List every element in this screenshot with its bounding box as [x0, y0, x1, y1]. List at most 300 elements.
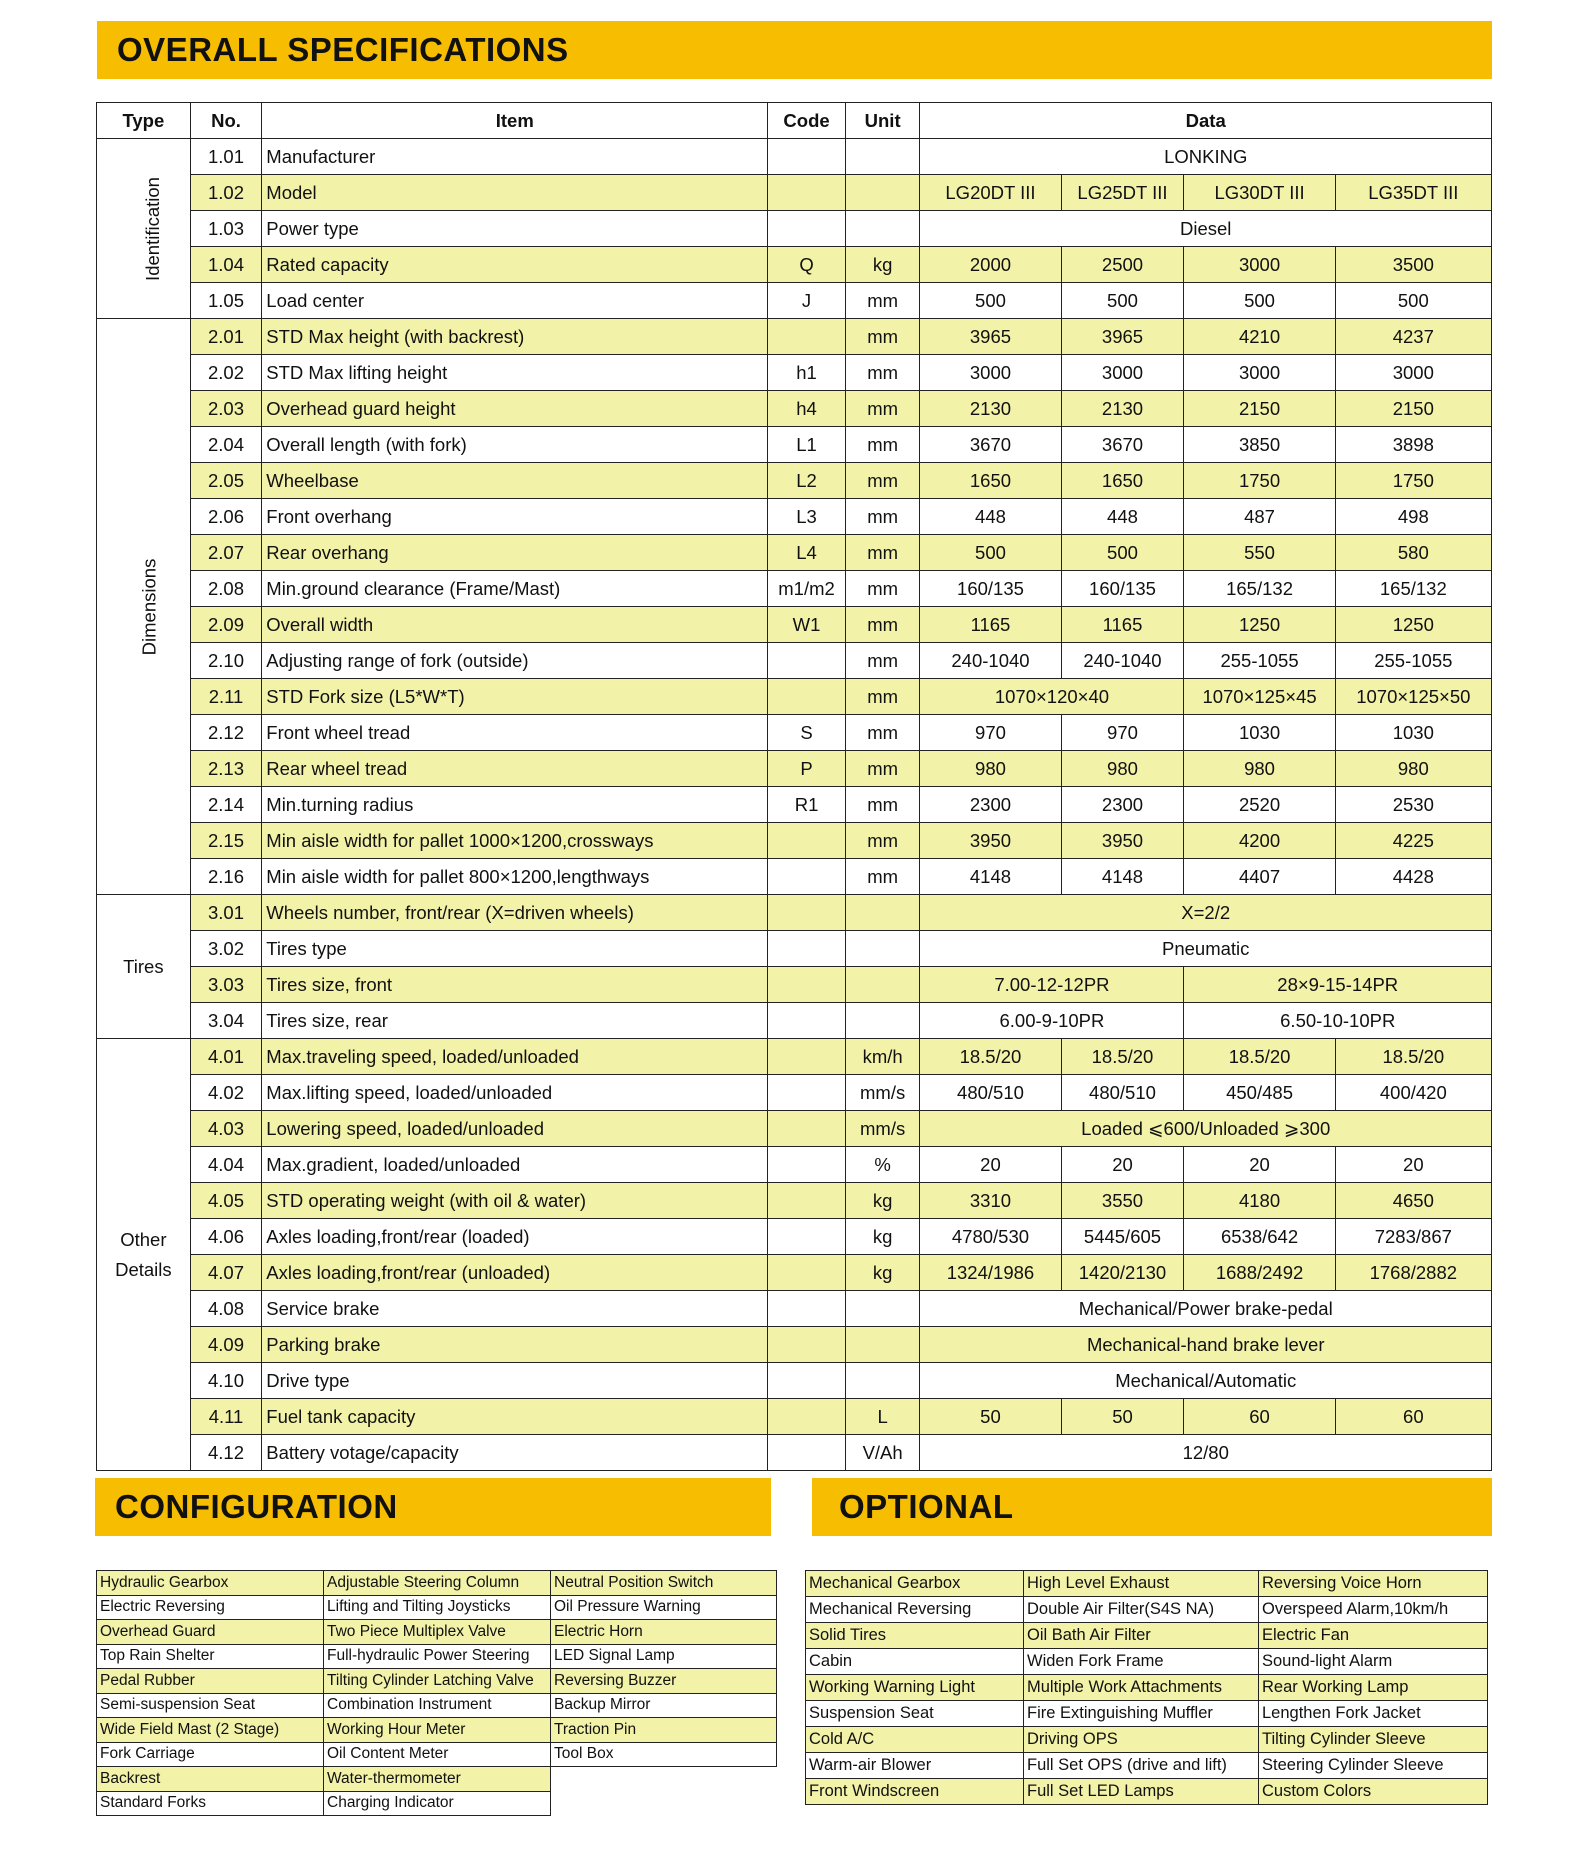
- spec-row: [97, 751, 1492, 787]
- spec-row: [97, 571, 1492, 607]
- row-value: 1768/2882: [1335, 1255, 1491, 1291]
- row-code: h1: [768, 355, 846, 391]
- row-value: 1650: [920, 463, 1061, 499]
- row-value: 18.5/20: [1061, 1039, 1184, 1075]
- optional-item: Electric Fan: [1259, 1623, 1488, 1649]
- row-unit: kg: [845, 247, 920, 283]
- optional-item: Overspeed Alarm,10km/h: [1259, 1597, 1488, 1623]
- row-value-all: Mechanical/Power brake-pedal: [920, 1291, 1492, 1327]
- configuration-item: Wide Field Mast (2 Stage): [97, 1718, 324, 1743]
- optional-item: Custom Colors: [1259, 1779, 1488, 1805]
- row-value: 3965: [920, 319, 1061, 355]
- type-cell-dimensions: [97, 319, 191, 895]
- row-no: 2.14: [190, 787, 262, 823]
- configuration-table: [96, 1570, 777, 1816]
- optional-item: Full Set OPS (drive and lift): [1024, 1753, 1259, 1779]
- row-value: 2130: [920, 391, 1061, 427]
- spec-row: [97, 679, 1492, 715]
- row-code: S: [768, 715, 846, 751]
- row-code: m1/m2: [768, 571, 846, 607]
- row-item: Axles loading,front/rear (unloaded): [262, 1255, 768, 1291]
- spec-row: [97, 1075, 1492, 1111]
- row-item: Min.turning radius: [262, 787, 768, 823]
- row-value: 2150: [1184, 391, 1335, 427]
- row-code: [768, 1363, 846, 1399]
- row-unit: km/h: [845, 1039, 920, 1075]
- configuration-item: Lifting and Tilting Joysticks: [324, 1595, 551, 1620]
- row-value-all: LONKING: [920, 139, 1492, 175]
- row-value: LG25DT III: [1061, 175, 1184, 211]
- row-no: 2.13: [190, 751, 262, 787]
- row-code: [768, 823, 846, 859]
- row-unit: mm/s: [845, 1075, 920, 1111]
- optional-item: Widen Fork Frame: [1024, 1649, 1259, 1675]
- row-item: Adjusting range of fork (outside): [262, 643, 768, 679]
- spec-row: [97, 1219, 1492, 1255]
- row-item: Min aisle width for pallet 800×1200,lengthways: [262, 859, 768, 895]
- row-value: 480/510: [920, 1075, 1061, 1111]
- row-value: 400/420: [1335, 1075, 1491, 1111]
- row-no: 2.08: [190, 571, 262, 607]
- optional-item: Cold A/C: [806, 1727, 1024, 1753]
- row-code: [768, 1003, 846, 1039]
- row-value: 1650: [1061, 463, 1184, 499]
- row-value: 4200: [1184, 823, 1335, 859]
- row-item: Rated capacity: [262, 247, 768, 283]
- row-value: 60: [1335, 1399, 1491, 1435]
- configuration-item: Hydraulic Gearbox: [97, 1571, 324, 1596]
- row-item: Drive type: [262, 1363, 768, 1399]
- optional-row: [806, 1623, 1488, 1649]
- row-value-half: 6.50-10-10PR: [1184, 1003, 1492, 1039]
- row-value: 580: [1335, 535, 1491, 571]
- row-code: [768, 211, 846, 247]
- row-unit: [845, 211, 920, 247]
- row-value: 1070×125×50: [1335, 679, 1491, 715]
- row-unit: [845, 931, 920, 967]
- row-unit: mm: [845, 535, 920, 571]
- optional-table: [805, 1570, 1488, 1805]
- optional-item: Lengthen Fork Jacket: [1259, 1701, 1488, 1727]
- row-item: Parking brake: [262, 1327, 768, 1363]
- row-value: 1165: [1061, 607, 1184, 643]
- row-code: [768, 859, 846, 895]
- row-unit: [845, 1327, 920, 1363]
- row-value: 3965: [1061, 319, 1184, 355]
- configuration-item: Working Hour Meter: [324, 1718, 551, 1743]
- row-value: 6538/642: [1184, 1219, 1335, 1255]
- row-no: 1.04: [190, 247, 262, 283]
- optional-item: Warm-air Blower: [806, 1753, 1024, 1779]
- configuration-item: [551, 1791, 777, 1816]
- row-value: 7283/867: [1335, 1219, 1491, 1255]
- row-unit: [845, 1363, 920, 1399]
- row-item: Tires size, rear: [262, 1003, 768, 1039]
- row-unit: kg: [845, 1255, 920, 1291]
- row-item: Lowering speed, loaded/unloaded: [262, 1111, 768, 1147]
- row-code: [768, 319, 846, 355]
- configuration-item: [551, 1767, 777, 1792]
- row-value: 450/485: [1184, 1075, 1335, 1111]
- row-unit: [845, 1003, 920, 1039]
- row-value-half: 7.00-12-12PR: [920, 967, 1184, 1003]
- optional-row: [806, 1753, 1488, 1779]
- row-item: Manufacturer: [262, 139, 768, 175]
- row-item: Tires size, front: [262, 967, 768, 1003]
- spec-row: [97, 895, 1492, 931]
- row-value: 500: [1061, 283, 1184, 319]
- row-value: 2530: [1335, 787, 1491, 823]
- spec-row: [97, 499, 1492, 535]
- row-code: [768, 1399, 846, 1435]
- row-value-all: Mechanical-hand brake lever: [920, 1327, 1492, 1363]
- row-code: L4: [768, 535, 846, 571]
- row-no: 2.05: [190, 463, 262, 499]
- row-value: 500: [920, 535, 1061, 571]
- row-value: 20: [1184, 1147, 1335, 1183]
- type-label-line: Details: [115, 1258, 172, 1280]
- row-value: 4237: [1335, 319, 1491, 355]
- row-item: Front wheel tread: [262, 715, 768, 751]
- configuration-row: [97, 1620, 777, 1645]
- row-value: 1250: [1335, 607, 1491, 643]
- optional-item: Double Air Filter(S4S NA): [1024, 1597, 1259, 1623]
- spec-row: [97, 607, 1492, 643]
- row-no: 4.04: [190, 1147, 262, 1183]
- row-no: 4.07: [190, 1255, 262, 1291]
- configuration-row: [97, 1644, 777, 1669]
- row-unit: mm: [845, 283, 920, 319]
- row-no: 2.06: [190, 499, 262, 535]
- row-no: 4.05: [190, 1183, 262, 1219]
- optional-item: Suspension Seat: [806, 1701, 1024, 1727]
- row-unit: kg: [845, 1183, 920, 1219]
- row-value: 448: [920, 499, 1061, 535]
- row-value: 1165: [920, 607, 1061, 643]
- row-code: [768, 1327, 846, 1363]
- optional-item: Tilting Cylinder Sleeve: [1259, 1727, 1488, 1753]
- row-value: 1070×125×45: [1184, 679, 1335, 715]
- row-value: 3950: [1061, 823, 1184, 859]
- row-no: 2.12: [190, 715, 262, 751]
- header-type: Type: [97, 103, 191, 139]
- row-unit: mm/s: [845, 1111, 920, 1147]
- row-value: 4407: [1184, 859, 1335, 895]
- spec-row: [97, 715, 1492, 751]
- row-value: 2000: [920, 247, 1061, 283]
- row-value: 1030: [1184, 715, 1335, 751]
- row-value: 4780/530: [920, 1219, 1061, 1255]
- configuration-item: Electric Reversing: [97, 1595, 324, 1620]
- row-item: Fuel tank capacity: [262, 1399, 768, 1435]
- configuration-item: LED Signal Lamp: [551, 1644, 777, 1669]
- row-unit: [845, 895, 920, 931]
- configuration-row: [97, 1669, 777, 1694]
- row-no: 4.11: [190, 1399, 262, 1435]
- row-value: 550: [1184, 535, 1335, 571]
- row-value: 980: [1335, 751, 1491, 787]
- row-item: Overhead guard height: [262, 391, 768, 427]
- optional-item: Steering Cylinder Sleeve: [1259, 1753, 1488, 1779]
- row-unit: mm: [845, 751, 920, 787]
- row-no: 1.02: [190, 175, 262, 211]
- row-item: Battery votage/capacity: [262, 1435, 768, 1471]
- spec-row: [97, 175, 1492, 211]
- row-code: [768, 1219, 846, 1255]
- row-code: [768, 139, 846, 175]
- optional-title: OPTIONAL: [839, 1488, 1014, 1525]
- row-no: 2.03: [190, 391, 262, 427]
- row-no: 3.04: [190, 1003, 262, 1039]
- configuration-item: Standard Forks: [97, 1791, 324, 1816]
- row-no: 4.06: [190, 1219, 262, 1255]
- optional-item: Cabin: [806, 1649, 1024, 1675]
- row-unit: mm: [845, 319, 920, 355]
- optional-item: Reversing Voice Horn: [1259, 1571, 1488, 1597]
- header-row: [97, 103, 1492, 139]
- row-code: [768, 1075, 846, 1111]
- spec-row: [97, 283, 1492, 319]
- configuration-item: Overhead Guard: [97, 1620, 324, 1645]
- row-value: 448: [1061, 499, 1184, 535]
- row-no: 2.01: [190, 319, 262, 355]
- configuration-row: [97, 1693, 777, 1718]
- row-item: Overall width: [262, 607, 768, 643]
- row-value: 1688/2492: [1184, 1255, 1335, 1291]
- optional-item: Mechanical Gearbox: [806, 1571, 1024, 1597]
- optional-row: [806, 1597, 1488, 1623]
- row-value: 18.5/20: [920, 1039, 1061, 1075]
- row-unit: mm: [845, 679, 920, 715]
- row-value: 20: [920, 1147, 1061, 1183]
- row-unit: mm: [845, 715, 920, 751]
- row-value-all: Loaded ⩽600/Unloaded ⩾300: [920, 1111, 1492, 1147]
- row-code: Q: [768, 247, 846, 283]
- row-value: LG20DT III: [920, 175, 1061, 211]
- row-value-all: Mechanical/Automatic: [920, 1363, 1492, 1399]
- row-item: Axles loading,front/rear (loaded): [262, 1219, 768, 1255]
- row-value: 500: [1184, 283, 1335, 319]
- row-value-all: Diesel: [920, 211, 1492, 247]
- configuration-item: Full-hydraulic Power Steering: [324, 1644, 551, 1669]
- row-value-pair: 1070×120×40: [920, 679, 1184, 715]
- optional-item: Fire Extinguishing Muffler: [1024, 1701, 1259, 1727]
- row-value: 5445/605: [1061, 1219, 1184, 1255]
- row-value: 1420/2130: [1061, 1255, 1184, 1291]
- row-code: P: [768, 751, 846, 787]
- row-no: 4.02: [190, 1075, 262, 1111]
- header-code: Code: [768, 103, 846, 139]
- optional-item: Oil Bath Air Filter: [1024, 1623, 1259, 1649]
- optional-item: Rear Working Lamp: [1259, 1675, 1488, 1701]
- header-no: No.: [190, 103, 262, 139]
- row-value: 4180: [1184, 1183, 1335, 1219]
- row-value: 50: [920, 1399, 1061, 1435]
- spec-row: [97, 1291, 1492, 1327]
- header-unit: Unit: [845, 103, 920, 139]
- row-value: 3550: [1061, 1183, 1184, 1219]
- configuration-item: Backup Mirror: [551, 1693, 777, 1718]
- row-value: 1324/1986: [920, 1255, 1061, 1291]
- row-item: Wheels number, front/rear (X=driven wheels): [262, 895, 768, 931]
- row-no: 3.01: [190, 895, 262, 931]
- row-value: 20: [1061, 1147, 1184, 1183]
- row-value: 240-1040: [1061, 643, 1184, 679]
- row-value: 50: [1061, 1399, 1184, 1435]
- row-value: 3000: [920, 355, 1061, 391]
- row-unit: [845, 175, 920, 211]
- row-no: 4.09: [190, 1327, 262, 1363]
- row-unit: [845, 139, 920, 175]
- optional-row: [806, 1649, 1488, 1675]
- spec-row: [97, 1111, 1492, 1147]
- row-value: 3500: [1335, 247, 1491, 283]
- spec-row: [97, 139, 1492, 175]
- row-item: Model: [262, 175, 768, 211]
- row-unit: mm: [845, 607, 920, 643]
- specs-banner: [97, 21, 1492, 79]
- row-value-all: X=2/2: [920, 895, 1492, 931]
- row-code: [768, 1183, 846, 1219]
- row-value: 3850: [1184, 427, 1335, 463]
- row-code: L1: [768, 427, 846, 463]
- row-value: 255-1055: [1184, 643, 1335, 679]
- row-no: 4.03: [190, 1111, 262, 1147]
- row-value: 60: [1184, 1399, 1335, 1435]
- row-item: Power type: [262, 211, 768, 247]
- row-no: 1.01: [190, 139, 262, 175]
- row-value: 500: [1335, 283, 1491, 319]
- row-no: 2.11: [190, 679, 262, 715]
- row-value: 18.5/20: [1184, 1039, 1335, 1075]
- row-item: STD Fork size (L5*W*T): [262, 679, 768, 715]
- row-item: STD Max lifting height: [262, 355, 768, 391]
- row-value: LG30DT III: [1184, 175, 1335, 211]
- row-unit: mm: [845, 823, 920, 859]
- row-code: [768, 1291, 846, 1327]
- row-unit: mm: [845, 571, 920, 607]
- spec-row: [97, 1039, 1492, 1075]
- optional-row: [806, 1675, 1488, 1701]
- configuration-item: Backrest: [97, 1767, 324, 1792]
- row-value: 165/132: [1335, 571, 1491, 607]
- row-code: L2: [768, 463, 846, 499]
- configuration-item: Tool Box: [551, 1742, 777, 1767]
- row-code: [768, 1147, 846, 1183]
- row-no: 2.16: [190, 859, 262, 895]
- spec-row: [97, 859, 1492, 895]
- row-value: 498: [1335, 499, 1491, 535]
- row-unit: mm: [845, 355, 920, 391]
- row-item: STD Max height (with backrest): [262, 319, 768, 355]
- spec-row: [97, 319, 1492, 355]
- row-value: 20: [1335, 1147, 1491, 1183]
- row-unit: mm: [845, 463, 920, 499]
- row-value: 3898: [1335, 427, 1491, 463]
- specs-title: OVERALL SPECIFICATIONS: [117, 31, 569, 68]
- row-value: 2300: [920, 787, 1061, 823]
- row-code: [768, 895, 846, 931]
- row-value: 3000: [1061, 355, 1184, 391]
- row-value-all: 12/80: [920, 1435, 1492, 1471]
- row-value: 480/510: [1061, 1075, 1184, 1111]
- row-item: Front overhang: [262, 499, 768, 535]
- spec-row: [97, 1327, 1492, 1363]
- configuration-item: Semi-suspension Seat: [97, 1693, 324, 1718]
- row-value: 1750: [1335, 463, 1491, 499]
- row-no: 4.08: [190, 1291, 262, 1327]
- configuration-item: Neutral Position Switch: [551, 1571, 777, 1596]
- row-value: 4148: [920, 859, 1061, 895]
- configuration-item: Combination Instrument: [324, 1693, 551, 1718]
- row-value: 240-1040: [920, 643, 1061, 679]
- configuration-row: [97, 1595, 777, 1620]
- row-no: 3.03: [190, 967, 262, 1003]
- spec-row: [97, 1147, 1492, 1183]
- row-value: 500: [1061, 535, 1184, 571]
- row-no: 1.03: [190, 211, 262, 247]
- optional-row: [806, 1727, 1488, 1753]
- spec-row: [97, 823, 1492, 859]
- row-code: [768, 175, 846, 211]
- row-item: Overall length (with fork): [262, 427, 768, 463]
- row-value: 4148: [1061, 859, 1184, 895]
- row-no: 2.10: [190, 643, 262, 679]
- spec-row: [97, 1255, 1492, 1291]
- spec-row: [97, 427, 1492, 463]
- optional-item: Mechanical Reversing: [806, 1597, 1024, 1623]
- row-value: 980: [1061, 751, 1184, 787]
- row-code: [768, 679, 846, 715]
- row-value-all: Pneumatic: [920, 931, 1492, 967]
- row-unit: mm: [845, 427, 920, 463]
- row-no: 4.01: [190, 1039, 262, 1075]
- spec-row: [97, 643, 1492, 679]
- row-value: 3000: [1335, 355, 1491, 391]
- row-no: 2.07: [190, 535, 262, 571]
- row-value: 160/135: [1061, 571, 1184, 607]
- row-code: [768, 967, 846, 1003]
- row-code: [768, 1435, 846, 1471]
- optional-item: Multiple Work Attachments: [1024, 1675, 1259, 1701]
- spec-row: [97, 463, 1492, 499]
- type-cell-tires: Tires: [97, 895, 191, 1039]
- configuration-item: Oil Pressure Warning: [551, 1595, 777, 1620]
- row-code: h4: [768, 391, 846, 427]
- spec-row: [97, 391, 1492, 427]
- row-value: 4210: [1184, 319, 1335, 355]
- row-unit: mm: [845, 643, 920, 679]
- row-unit: mm: [845, 391, 920, 427]
- row-value: LG35DT III: [1335, 175, 1491, 211]
- row-value: 980: [1184, 751, 1335, 787]
- row-code: J: [768, 283, 846, 319]
- row-no: 1.05: [190, 283, 262, 319]
- row-item: Max.traveling speed, loaded/unloaded: [262, 1039, 768, 1075]
- configuration-item: Two Piece Multiplex Valve: [324, 1620, 551, 1645]
- configuration-row: [97, 1718, 777, 1743]
- optional-item: Full Set LED Lamps: [1024, 1779, 1259, 1805]
- header-data: Data: [920, 103, 1492, 139]
- row-value: 1750: [1184, 463, 1335, 499]
- row-value: 970: [1061, 715, 1184, 751]
- row-unit: kg: [845, 1219, 920, 1255]
- row-value: 500: [920, 283, 1061, 319]
- row-item: Wheelbase: [262, 463, 768, 499]
- spec-row: [97, 1399, 1492, 1435]
- configuration-item: Pedal Rubber: [97, 1669, 324, 1694]
- optional-item: High Level Exhaust: [1024, 1571, 1259, 1597]
